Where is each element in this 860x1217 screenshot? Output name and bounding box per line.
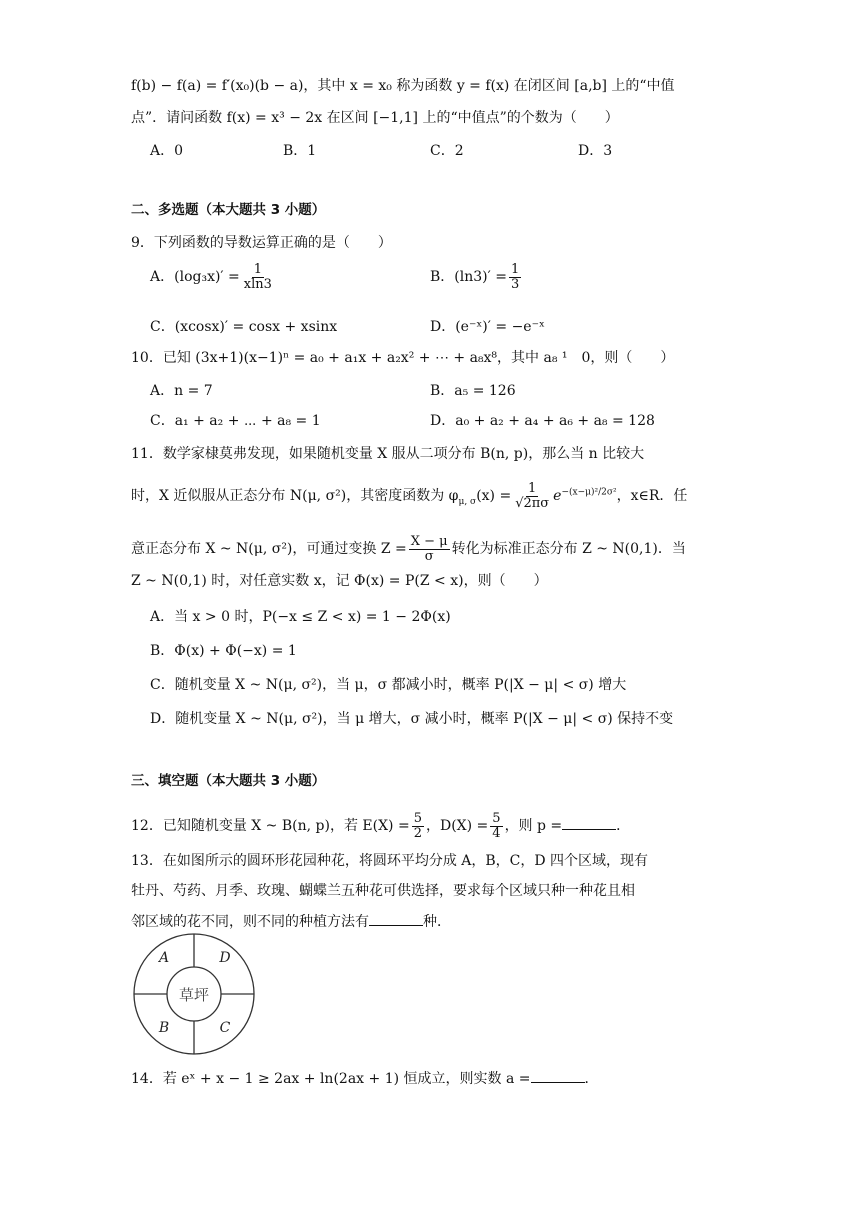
intro-line-2: 点”．请问函数 f(x) = x³ − 2x 在区间 [−1,1] 上的“中值点”的个数为（ ） [131, 110, 619, 126]
q11-option-d: D．随机变量 X ~ N(μ, σ²)，当 μ 增大，σ 减小时，概率 P(|X − μ| < σ) 保持不变 [150, 711, 674, 727]
intro-option-a: A．0 [150, 143, 184, 159]
intro-line-1: f(b) − f(a) = f′(x₀)(b − a)，其中 x = x₀ 称为函数 y = f(x) 在闭区间 [a,b] 上的“中值 [131, 78, 675, 94]
section-title-multiple-choice: 二、多选题（本大题共 3 小题） [131, 202, 326, 218]
q9-option-a: A．(log₃x)′ = $\frac{1}{xln3}$ [150, 262, 272, 292]
q9-stem: 9．下列函数的导数运算正确的是（ ） [131, 235, 392, 251]
q12-stem: 12．已知随机变量 X ~ B(n, p)，若 E(X) = $\frac{5}{2}$ ，D(X) = $\frac{5}{4}$ ，则 p = ． [131, 811, 631, 841]
q11-option-a: A．当 x > 0 时，P(−x ≤ Z < x) = 1 − 2Φ(x) [150, 609, 451, 625]
q14-stem: 14．若 eˣ + x − 1 ≥ 2ax + ln(2ax + 1) 恒成立，则实数 a = ． [131, 1071, 599, 1087]
q14-answer-blank[interactable] [531, 1070, 585, 1083]
intro-option-d: D．3 [578, 143, 613, 159]
q13-line-2: 牡丹、芍药、月季、玫瑰、蝴蝶兰五种花可供选择，要求每个区域只种一种花且相 [131, 883, 635, 899]
q10-stem: 10．已知 (3x+1)(x−1)ⁿ = a₀ + a₁x + a₂x² + ⋯ + a₈x⁸，其中 a₈ ¹ 0，则（ ） [131, 350, 675, 366]
q10-option-b: B．a₅ = 126 [430, 383, 516, 399]
q11-option-c: C．随机变量 X ~ N(μ, σ²)，当 μ，σ 都减小时，概率 P(|X − μ| < σ) 增大 [150, 677, 627, 693]
q9-option-c: C．(xcosx)′ = cosx + xsinx [150, 319, 338, 335]
q9-option-b: B．(ln3)′ = $\frac{1}{3}$ [430, 262, 520, 292]
garden-ring-diagram [128, 932, 262, 1056]
intro-option-b: B．1 [283, 143, 317, 159]
q11-option-b: B．Φ(x) + Φ(−x) = 1 [150, 643, 297, 659]
lawn-label: 草坪 [178, 986, 210, 1004]
q12-answer-blank[interactable] [562, 817, 616, 830]
region-d-label: D [219, 950, 231, 966]
section-title-fill-in: 三、填空题（本大题共 3 小题） [131, 773, 326, 789]
q9-option-d: D．(e⁻ˣ)′ = −e⁻ˣ [430, 319, 545, 335]
q11-line-2: 时，X 近似服从正态分布 N(μ, σ²)，其密度函数为 $\varphi_{\mu, \sigma}(x)$ = $\frac{1}{√2\pi\sigma}$ $e^{-(x-\mu)^2/2\sigma^2}$，x∈R．任 [131, 481, 688, 511]
q11-line-4: Z ~ N(0,1) 时，对任意实数 x，记 Φ(x) = P(Z < x)，则（ ） [131, 573, 548, 589]
region-a-label: A [158, 950, 170, 966]
q10-option-d: D．a₀ + a₂ + a₄ + a₆ + a₈ = 128 [430, 413, 655, 429]
q10-option-a: A．n = 7 [150, 383, 213, 399]
q11-line-3: 意正态分布 X ~ N(μ, σ²)，可通过变换 Z = $\frac{X - \mu}{\sigma}$ 转化为标准正态分布 Z ~ N(0,1)．当 [131, 534, 686, 564]
q13-line-3: 邻区域的花不同，则不同的种植方法有 种． [131, 914, 451, 930]
q10-option-c: C．a₁ + a₂ + ⋯ + a₈ = 1 [150, 413, 321, 429]
q13-line-1: 13．在如图所示的圆环形花园种花，将圆环平均分成 A，B，C，D 四个区域，现有 [131, 853, 649, 869]
q11-line-1: 11．数学家棣莫弗发现，如果随机变量 X 服从二项分布 B(n, p)，那么当 n 比较大 [131, 446, 645, 462]
region-c-label: C [219, 1020, 231, 1036]
intro-option-c: C．2 [430, 143, 464, 159]
region-b-label: B [158, 1020, 170, 1036]
q13-answer-blank[interactable] [369, 913, 423, 926]
